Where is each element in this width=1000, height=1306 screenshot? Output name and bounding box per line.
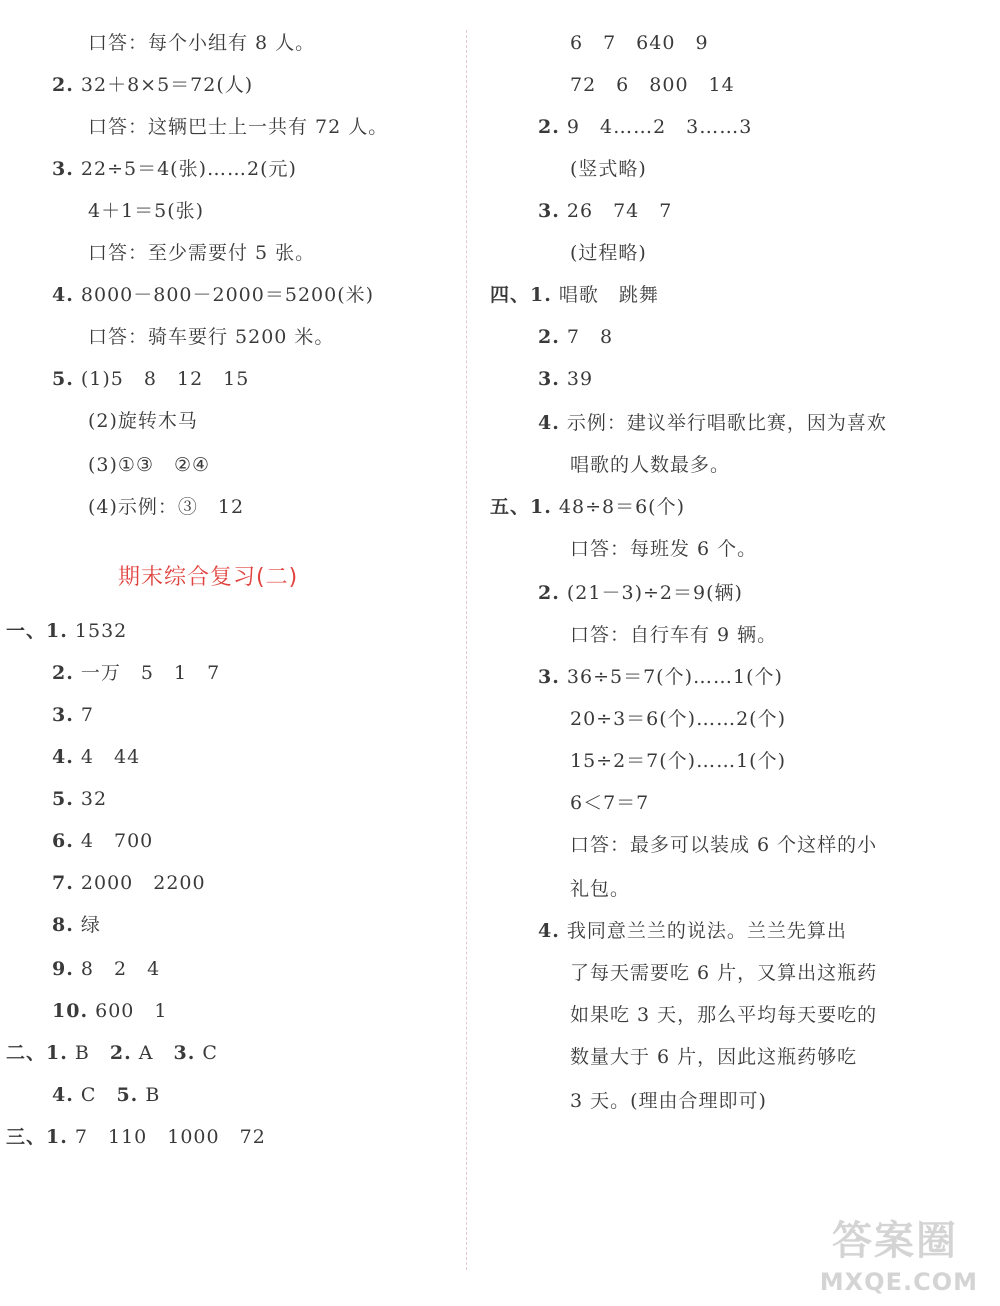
answer-line: 10. 600 1 bbox=[52, 1000, 168, 1022]
answer-line: 8. 绿 bbox=[52, 914, 101, 936]
answer-line: 2. 一万 5 1 7 bbox=[52, 662, 221, 684]
answer-line: 如果吃 3 天，那么平均每天要吃的 bbox=[570, 1004, 878, 1026]
answer-line: 口答：自行车有 9 辆。 bbox=[570, 624, 778, 646]
answer-line: (4)示例：③ 12 bbox=[88, 496, 245, 518]
answer-line: 了每天需要吃 6 片，又算出这瓶药 bbox=[570, 962, 878, 984]
answer-line: 6. 4 700 bbox=[52, 830, 154, 852]
answer-line: 72 6 800 14 bbox=[570, 74, 735, 96]
answer-line: 口答：至少需要付 5 张。 bbox=[88, 242, 316, 264]
answer-line: 4. 4 44 bbox=[52, 746, 141, 768]
answer-line: (过程略) bbox=[570, 242, 647, 264]
answer-line: 口答：这辆巴士上一共有 72 人。 bbox=[88, 116, 389, 138]
answer-line: 5. (1)5 8 12 15 bbox=[52, 368, 250, 390]
answer-line: 3. 36÷5＝7(个)……1(个) bbox=[538, 666, 783, 688]
watermark-url: MXQE.COM bbox=[819, 1268, 978, 1296]
answer-line: (2)旋转木马 bbox=[88, 410, 198, 432]
answer-line: 五、1. 48÷8＝6(个) bbox=[490, 496, 686, 518]
answer-line: (3)①③ ②④ bbox=[88, 454, 211, 476]
answer-line: 15÷2＝7(个)……1(个) bbox=[570, 750, 787, 772]
column-divider bbox=[466, 30, 467, 1270]
answer-line: 2. 32＋8×5＝72(人) bbox=[52, 74, 254, 96]
answer-line: 三、1. 7 110 1000 72 bbox=[6, 1126, 266, 1148]
section-title: 期末综合复习(二) bbox=[118, 565, 299, 590]
answer-line: 3. 39 bbox=[538, 368, 594, 390]
answer-line: 口答：骑车要行 5200 米。 bbox=[88, 326, 335, 348]
answer-line: 6 7 640 9 bbox=[570, 32, 709, 54]
answer-line: 2. (21－3)÷2＝9(辆) bbox=[538, 582, 743, 604]
answer-line: 一、1. 1532 bbox=[6, 620, 128, 642]
answer-line: 3. 26 74 7 bbox=[538, 200, 673, 222]
answer-line: 4. 示例：建议举行唱歌比赛，因为喜欢 bbox=[538, 412, 887, 434]
answer-line: 9. 8 2 4 bbox=[52, 958, 161, 980]
answer-line: 口答：每个小组有 8 人。 bbox=[88, 32, 316, 54]
watermark-text: 答案圈 bbox=[832, 1218, 958, 1264]
answer-line: 唱歌的人数最多。 bbox=[570, 454, 731, 476]
answer-line: 6＜7＝7 bbox=[570, 792, 650, 814]
answer-line: 2. 9 4……2 3……3 bbox=[538, 116, 753, 138]
answer-line: 3 天。(理由合理即可) bbox=[570, 1090, 767, 1112]
answer-line: 数量大于 6 片，因此这瓶药够吃 bbox=[570, 1046, 858, 1068]
answer-line: (竖式略) bbox=[570, 158, 647, 180]
answer-line: 4＋1＝5(张) bbox=[88, 200, 205, 222]
answer-line: 口答：最多可以装成 6 个这样的小 bbox=[570, 834, 878, 856]
answer-line: 四、1. 唱歌 跳舞 bbox=[490, 284, 659, 306]
answer-line: 4. C 5. B bbox=[52, 1084, 161, 1106]
answer-line: 20÷3＝6(个)……2(个) bbox=[570, 708, 787, 730]
answer-line: 4. 8000－800－2000＝5200(米) bbox=[52, 284, 375, 306]
answer-line: 5. 32 bbox=[52, 788, 108, 810]
answer-line: 礼包。 bbox=[570, 878, 631, 900]
answer-line: 7. 2000 2200 bbox=[52, 872, 206, 894]
answer-line: 二、1. B 2. A 3. C bbox=[6, 1042, 218, 1064]
answer-line: 口答：每班发 6 个。 bbox=[570, 538, 758, 560]
answer-line: 3. 7 bbox=[52, 704, 94, 726]
answer-line: 3. 22÷5＝4(张)……2(元) bbox=[52, 158, 297, 180]
answer-line: 2. 7 8 bbox=[538, 326, 614, 348]
watermark-logo bbox=[788, 1216, 988, 1296]
answer-line: 4. 我同意兰兰的说法。兰兰先算出 bbox=[538, 920, 847, 942]
